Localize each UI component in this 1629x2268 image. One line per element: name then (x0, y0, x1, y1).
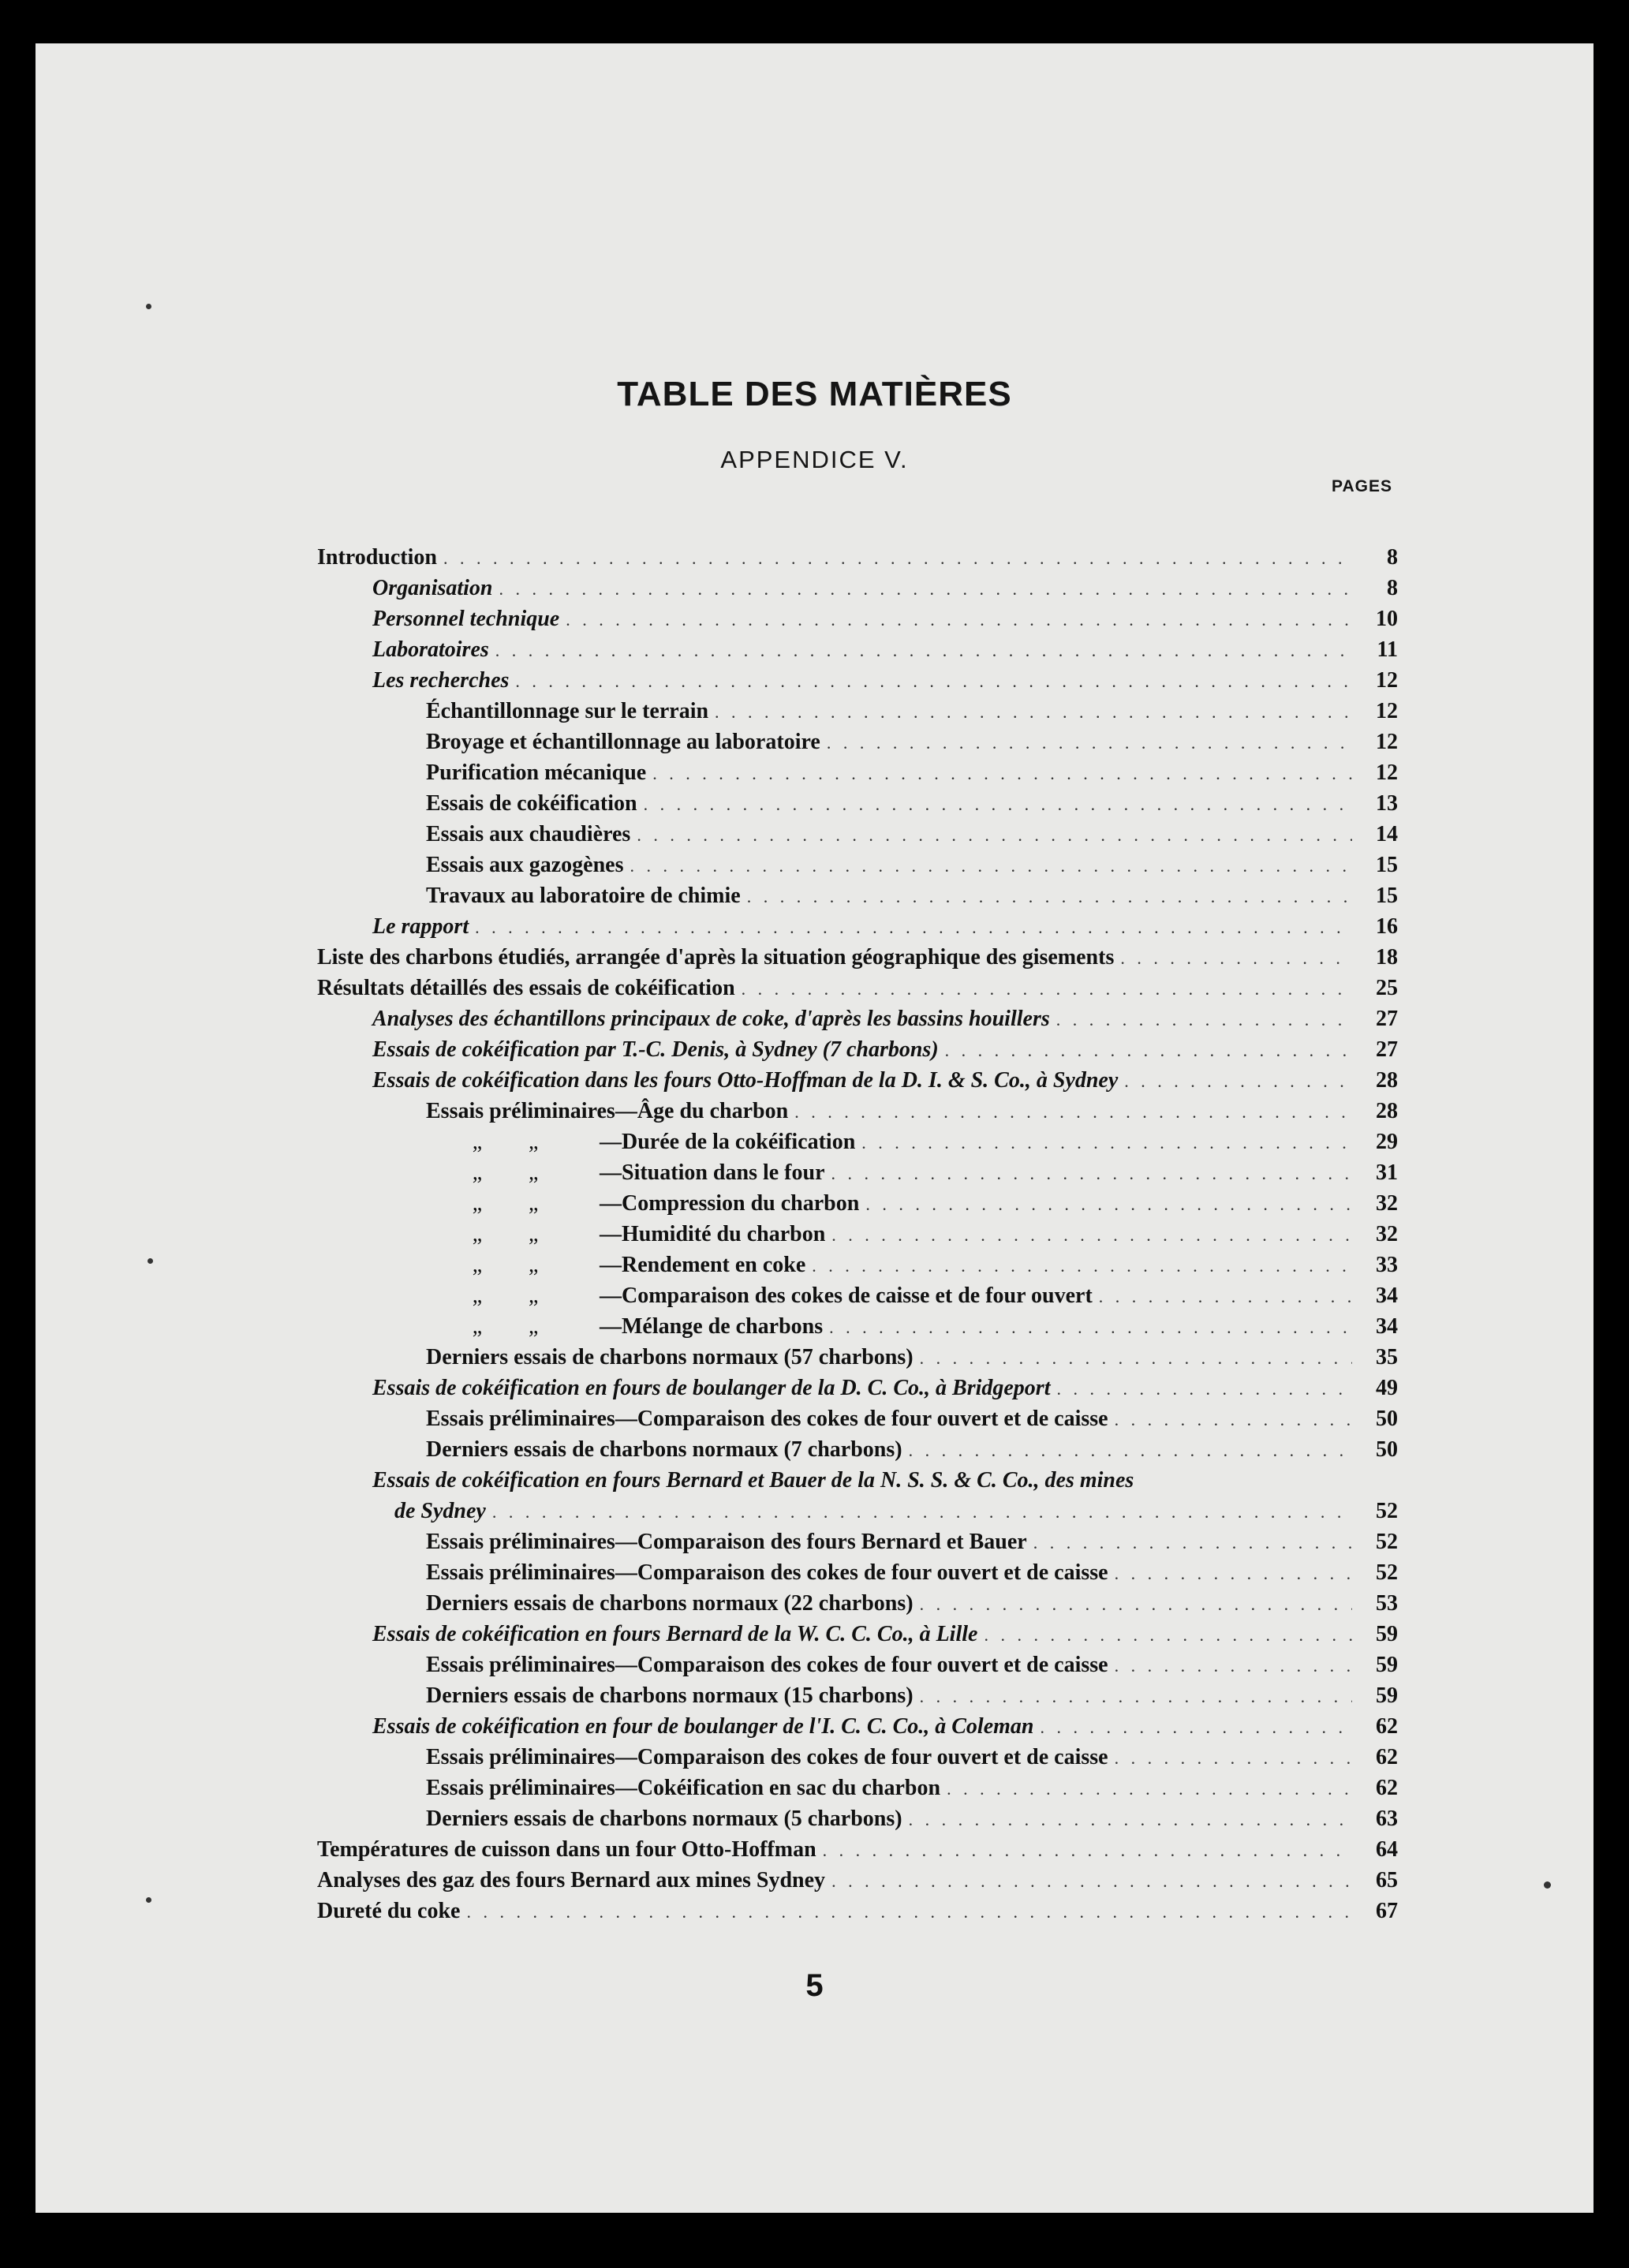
toc-entry (317, 1219, 1398, 1250)
toc-entry-label: Derniers essais de charbons normaux (5 charbons) (426, 1807, 902, 1831)
toc-entry (317, 634, 1398, 665)
toc-entry-page: 52 (1376, 1530, 1398, 1554)
toc-entry-label: Derniers essais de charbons normaux (57 charbons) (426, 1345, 914, 1369)
ditto-mark: „ (529, 1160, 539, 1185)
toc-entry-label: de Sydney (394, 1499, 486, 1523)
toc-entry-label: Liste des charbons étudiés, arrangée d'après la situation géographique des gisements (317, 945, 1115, 970)
toc-entry-page: 63 (1376, 1807, 1398, 1831)
toc-entry-page: 16 (1376, 914, 1398, 939)
toc-entry-label: Broyage et échantillonnage au laboratoire (426, 730, 820, 754)
toc-entry-label: Le rapport (372, 914, 469, 939)
toc-entry-label: Essais de cokéification en four de boulanger de l'I. C. C. Co., à Coleman (372, 1714, 1034, 1739)
toc-entry-label: Températures de cuisson dans un four Otto-Hoffman (317, 1837, 816, 1862)
toc-entry (317, 1496, 1398, 1526)
toc-entry-page: 53 (1376, 1591, 1398, 1616)
toc-entry-page: 28 (1376, 1068, 1398, 1093)
toc-entry (317, 1003, 1398, 1034)
toc-entry-label: Essais de cokéification en fours Bernard de la W. C. C. Co., à Lille (372, 1622, 978, 1646)
toc-entry-label: Essais de cokéification en fours Bernard et Bauer de la N. S. S. & C. Co., des mines (372, 1468, 1134, 1493)
ditto-mark: „ (472, 1283, 483, 1308)
ditto-mark: „ (529, 1283, 539, 1308)
toc-entry (317, 1250, 1398, 1280)
toc-entry-page: 32 (1376, 1191, 1398, 1216)
scan-speck (146, 1897, 151, 1903)
toc-entry-page: 18 (1376, 945, 1398, 970)
toc-entry-page: 52 (1376, 1499, 1398, 1523)
toc-entry-page: 29 (1376, 1130, 1398, 1154)
toc-entry-label: Purification mécanique (426, 760, 647, 785)
toc-entry-page: 12 (1376, 760, 1398, 785)
dot-leader (1033, 1527, 1352, 1558)
appendix-subtitle: APPENDICE V. (720, 446, 909, 473)
toc-entry-page: 10 (1376, 607, 1398, 631)
ditto-mark: „ (472, 1253, 483, 1277)
ditto-mark: „ (472, 1191, 483, 1216)
toc-entry-label: Essais préliminaires—Comparaison des cokes de four ouvert et de caisse (426, 1745, 1108, 1769)
toc-entry (317, 1280, 1398, 1311)
ditto-mark: „ (472, 1130, 483, 1154)
toc-entry-label: Essais de cokéification dans les fours Otto-Hoffman de la D. I. & S. Co., à Sydney (372, 1068, 1119, 1093)
dot-leader (747, 881, 1352, 912)
dot-leader (794, 1097, 1352, 1127)
toc-entry-label: Travaux au laboratoire de chimie (426, 884, 741, 908)
toc-entry-page: 28 (1376, 1099, 1398, 1123)
toc-entry-label: —Comparaison des cokes de caisse et de four ouvert (600, 1283, 1093, 1308)
dot-leader (945, 1035, 1352, 1066)
toc-entry (317, 973, 1398, 1003)
dot-leader (1056, 1004, 1352, 1035)
dot-leader (831, 1220, 1352, 1250)
toc-entry-page: 52 (1376, 1560, 1398, 1585)
toc-entry-page: 14 (1376, 822, 1398, 846)
dot-leader (1056, 1373, 1352, 1404)
toc-entry-label: Derniers essais de charbons normaux (7 charbons) (426, 1437, 902, 1462)
toc-entry-label: Organisation (372, 576, 493, 600)
scan-speck (148, 1258, 153, 1264)
toc-entry (317, 1773, 1398, 1803)
dot-leader (829, 1312, 1352, 1343)
toc-entry-label: Essais de cokéification (426, 791, 637, 816)
dot-leader (823, 1835, 1352, 1866)
toc-entry (317, 1403, 1398, 1434)
ditto-mark: „ (472, 1160, 483, 1185)
toc-entry-page: 64 (1376, 1837, 1398, 1862)
toc-entry (317, 942, 1398, 973)
toc-entry (317, 1342, 1398, 1373)
toc-entry (317, 1896, 1398, 1926)
toc-entry-label: Derniers essais de charbons normaux (15 charbons) (426, 1683, 914, 1708)
dot-leader (920, 1343, 1352, 1373)
toc-entry (317, 1557, 1398, 1588)
dot-leader (1099, 1281, 1352, 1312)
toc-entry-page: 15 (1376, 853, 1398, 877)
page-title: TABLE DES MATIÈRES (617, 375, 1012, 413)
toc-entry-label: Dureté du coke (317, 1899, 461, 1923)
toc-entry (317, 727, 1398, 757)
toc-entry-label: Résultats détaillés des essais de cokéification (317, 976, 735, 1000)
ditto-mark: „ (472, 1314, 483, 1339)
toc-entry (317, 603, 1398, 634)
toc-entry-page: 62 (1376, 1776, 1398, 1800)
dot-leader (861, 1127, 1352, 1158)
dot-leader (909, 1435, 1352, 1466)
dot-leader (466, 1896, 1352, 1927)
toc-entry-label: Essais aux gazogènes (426, 853, 624, 877)
toc-entry (317, 1588, 1398, 1619)
toc-entry-label: Essais préliminaires—Comparaison des cokes de four ouvert et de caisse (426, 1653, 1108, 1677)
toc-entry-page: 34 (1376, 1283, 1398, 1308)
document-page (35, 43, 1594, 2213)
dot-leader (1115, 1558, 1352, 1589)
toc-entry (317, 1650, 1398, 1680)
dot-leader (637, 820, 1352, 850)
dot-leader (1115, 1650, 1352, 1681)
toc-entry (317, 1065, 1398, 1096)
toc-entry-label: Essais préliminaires—Comparaison des fours Bernard et Bauer (426, 1530, 1027, 1554)
toc-entry-label: —Situation dans le four (600, 1160, 825, 1185)
toc-entry-page: 50 (1376, 1407, 1398, 1431)
toc-entry (317, 542, 1398, 573)
dot-leader (827, 727, 1352, 758)
dot-leader (920, 1681, 1352, 1712)
dot-leader (1124, 1066, 1352, 1097)
toc-entry (317, 911, 1398, 942)
scan-speck (1544, 1881, 1551, 1889)
toc-entry (317, 880, 1398, 911)
toc-entry (317, 1834, 1398, 1865)
toc-entry-label: Essais de cokéification en fours de boulanger de la D. C. Co., à Bridgeport (372, 1376, 1051, 1400)
toc-entry-label: Introduction (317, 545, 437, 570)
scan-speck (146, 304, 151, 309)
toc-entry-page: 32 (1376, 1222, 1398, 1246)
toc-entry-label: Échantillonnage sur le terrain (426, 699, 709, 723)
toc-entry-label: Analyses des échantillons principaux de coke, d'après les bassins houillers (372, 1007, 1050, 1031)
dot-leader (984, 1620, 1352, 1650)
toc-entry-label: Essais de cokéification par T.-C. Denis, à Sydney (7 charbons) (372, 1037, 939, 1062)
dot-leader (499, 574, 1353, 604)
toc-entry (317, 757, 1398, 788)
dot-leader (1115, 1743, 1352, 1773)
toc-entry-page: 12 (1376, 730, 1398, 754)
toc-entry-page: 8 (1387, 545, 1398, 570)
dot-leader (831, 1866, 1352, 1896)
toc-entry-page: 8 (1387, 576, 1398, 600)
dot-leader (492, 1496, 1352, 1527)
toc-entry-page: 25 (1376, 976, 1398, 1000)
toc-entry (317, 1803, 1398, 1834)
dot-leader (715, 697, 1352, 727)
dot-leader (443, 543, 1352, 574)
dot-leader (475, 912, 1352, 943)
ditto-mark: „ (472, 1222, 483, 1246)
toc-entry (317, 573, 1398, 603)
toc-entry (317, 1157, 1398, 1188)
ditto-mark: „ (529, 1130, 539, 1154)
toc-entry-page: 27 (1376, 1037, 1398, 1062)
ditto-mark: „ (529, 1191, 539, 1216)
toc-entry-page: 31 (1376, 1160, 1398, 1185)
toc-entry-page: 35 (1376, 1345, 1398, 1369)
toc-entry (317, 1742, 1398, 1773)
ditto-mark: „ (529, 1314, 539, 1339)
dot-leader (652, 758, 1352, 789)
ditto-mark: „ (529, 1222, 539, 1246)
toc-entry (317, 788, 1398, 819)
toc-entry-label: Derniers essais de charbons normaux (22 charbons) (426, 1591, 914, 1616)
dot-leader (812, 1250, 1352, 1281)
dot-leader (947, 1773, 1352, 1804)
toc-entry (317, 1619, 1398, 1650)
dot-leader (865, 1189, 1352, 1220)
toc-entry-label: —Humidité du charbon (600, 1222, 826, 1246)
dot-leader (831, 1158, 1353, 1189)
page-number: 5 (805, 1968, 824, 2003)
toc-entry (317, 1711, 1398, 1742)
toc-entry-page: 13 (1376, 791, 1398, 816)
toc-entry-page: 62 (1376, 1714, 1398, 1739)
dot-leader (495, 635, 1352, 666)
toc-entry (317, 1188, 1398, 1219)
toc-entry-label: Les recherches (372, 668, 510, 693)
dot-leader (1040, 1712, 1352, 1743)
toc-entry-label: —Durée de la cokéification (600, 1130, 856, 1154)
toc-entry-page: 33 (1376, 1253, 1398, 1277)
toc-entry-page: 11 (1377, 637, 1398, 662)
dot-leader (644, 789, 1352, 820)
toc-entry-label: —Mélange de charbons (600, 1314, 824, 1339)
toc-entry-page: 15 (1376, 884, 1398, 908)
toc-entry-page: 34 (1376, 1314, 1398, 1339)
toc-entry-page: 67 (1376, 1899, 1398, 1923)
toc-entry-label: Analyses des gaz des fours Bernard aux mines Sydney (317, 1868, 826, 1892)
dot-leader (1120, 943, 1352, 973)
toc-entry-page: 27 (1376, 1007, 1398, 1031)
toc-entry-page: 59 (1376, 1622, 1398, 1646)
toc-entry-label: Laboratoires (372, 637, 489, 662)
toc-entry (317, 1096, 1398, 1127)
table-of-contents (317, 542, 1398, 1926)
toc-entry (317, 1127, 1398, 1157)
toc-entry (317, 850, 1398, 880)
toc-entry-label: —Compression du charbon (600, 1191, 860, 1216)
toc-entry (317, 1465, 1398, 1496)
toc-entry-page: 62 (1376, 1745, 1398, 1769)
dot-leader (566, 604, 1352, 635)
toc-entry-page: 12 (1376, 668, 1398, 693)
toc-entry (317, 1680, 1398, 1711)
toc-entry-label: Essais préliminaires—Comparaison des cokes de four ouvert et de caisse (426, 1407, 1108, 1431)
toc-entry-page: 50 (1376, 1437, 1398, 1462)
toc-entry (317, 1526, 1398, 1557)
toc-entry (317, 696, 1398, 727)
toc-entry (317, 819, 1398, 850)
toc-entry-label: Essais préliminaires—Cokéification en sac du charbon (426, 1776, 941, 1800)
toc-entry-label: Essais préliminaires—Âge du charbon (426, 1099, 789, 1123)
toc-entry-page: 59 (1376, 1683, 1398, 1708)
dot-leader (909, 1804, 1352, 1835)
dot-leader (920, 1589, 1352, 1620)
toc-entry (317, 665, 1398, 696)
toc-entry-page: 65 (1376, 1868, 1398, 1892)
toc-entry (317, 1434, 1398, 1465)
toc-entry-page: 12 (1376, 699, 1398, 723)
ditto-mark: „ (529, 1253, 539, 1277)
toc-entry (317, 1034, 1398, 1065)
dot-leader (1115, 1404, 1352, 1435)
toc-entry-page: 49 (1376, 1376, 1398, 1400)
toc-entry (317, 1865, 1398, 1896)
toc-entry-label: Personnel technique (372, 607, 560, 631)
toc-entry-label: Essais aux chaudières (426, 822, 631, 846)
toc-entry-page: 59 (1376, 1653, 1398, 1677)
dot-leader (630, 850, 1352, 881)
dot-leader (515, 666, 1352, 697)
toc-entry (317, 1311, 1398, 1342)
toc-entry (317, 1373, 1398, 1403)
toc-entry-label: —Rendement en coke (600, 1253, 806, 1277)
pages-column-header: PAGES (1332, 477, 1392, 495)
toc-entry-label: Essais préliminaires—Comparaison des cokes de four ouvert et de caisse (426, 1560, 1108, 1585)
dot-leader (742, 973, 1352, 1004)
